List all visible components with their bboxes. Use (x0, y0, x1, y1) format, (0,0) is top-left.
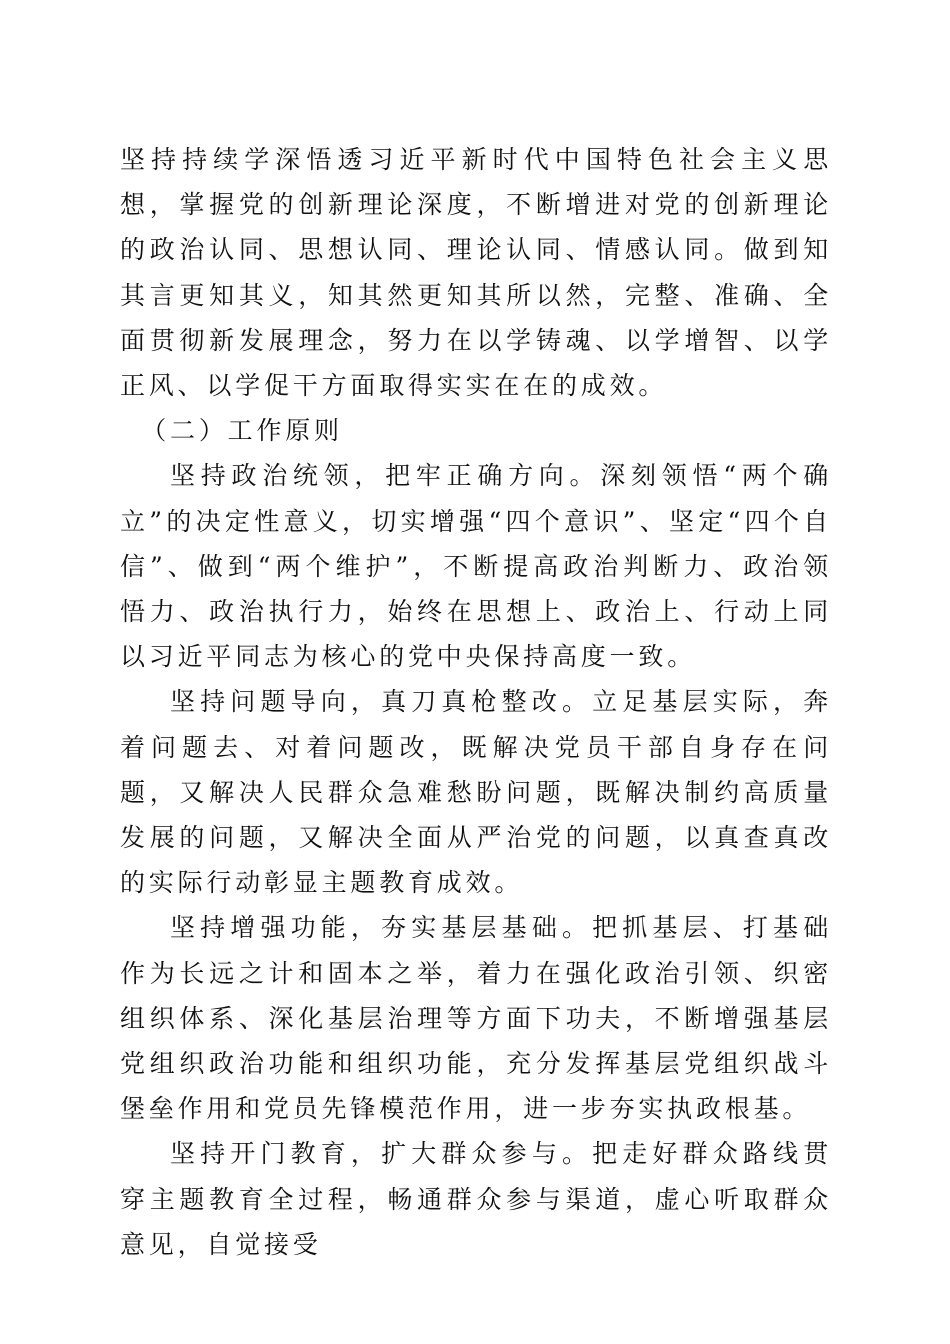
paragraph-open-door-education: 坚持开门教育，扩大群众参与。把走好群众路线贯穿主题教育全过程，畅通群众参与渠道，虚心听取群众意见，自觉接受 (120, 1139, 832, 1259)
section-heading-work-principles: （二）工作原则 (141, 416, 343, 446)
paragraph-study-goals: 坚持持续学深悟透习近平新时代中国特色社会主义思想，掌握党的创新理论深度，不断增进对党的创新理论的政治认同、思想认同、理论认同、情感认同。做到知其言更知其义，知其然更知其所以然，完整、准确、全面贯彻新发展理念，努力在以学铸魂、以学增智、以学正风、以学促干方面取得实实在在的成效。 (120, 145, 832, 401)
paragraph-political-leadership: 坚持政治统领，把牢正确方向。深刻领悟“两个确立”的决定性意义，切实增强“四个意识”、坚定“四个自信”、做到“两个维护”，不断提高政治判断力、政治领悟力、政治执行力，始终在思想上、政治上、行动上同以习近平同志为核心的党中央保持高度一致。 (120, 461, 832, 672)
paragraph-problem-orientation: 坚持问题导向，真刀真枪整改。立足基层实际，奔着问题去、对着问题改，既解决党员干部自身存在问题，又解决人民群众急难愁盼问题，既解决制约高质量发展的问题，又解决全面从严治党的问题，以真查真改的实际行动彰显主题教育成效。 (120, 687, 832, 898)
paragraph-strengthen-functions: 坚持增强功能，夯实基层基础。把抓基层、打基础作为长远之计和固本之举，着力在强化政治引领、织密组织体系、深化基层治理等方面下功夫，不断增强基层党组织政治功能和组织功能，充分发挥基层党组织战斗堡垒作用和党员先锋模范作用，进一步夯实执政根基。 (120, 913, 832, 1124)
document-body (120, 137, 832, 1267)
